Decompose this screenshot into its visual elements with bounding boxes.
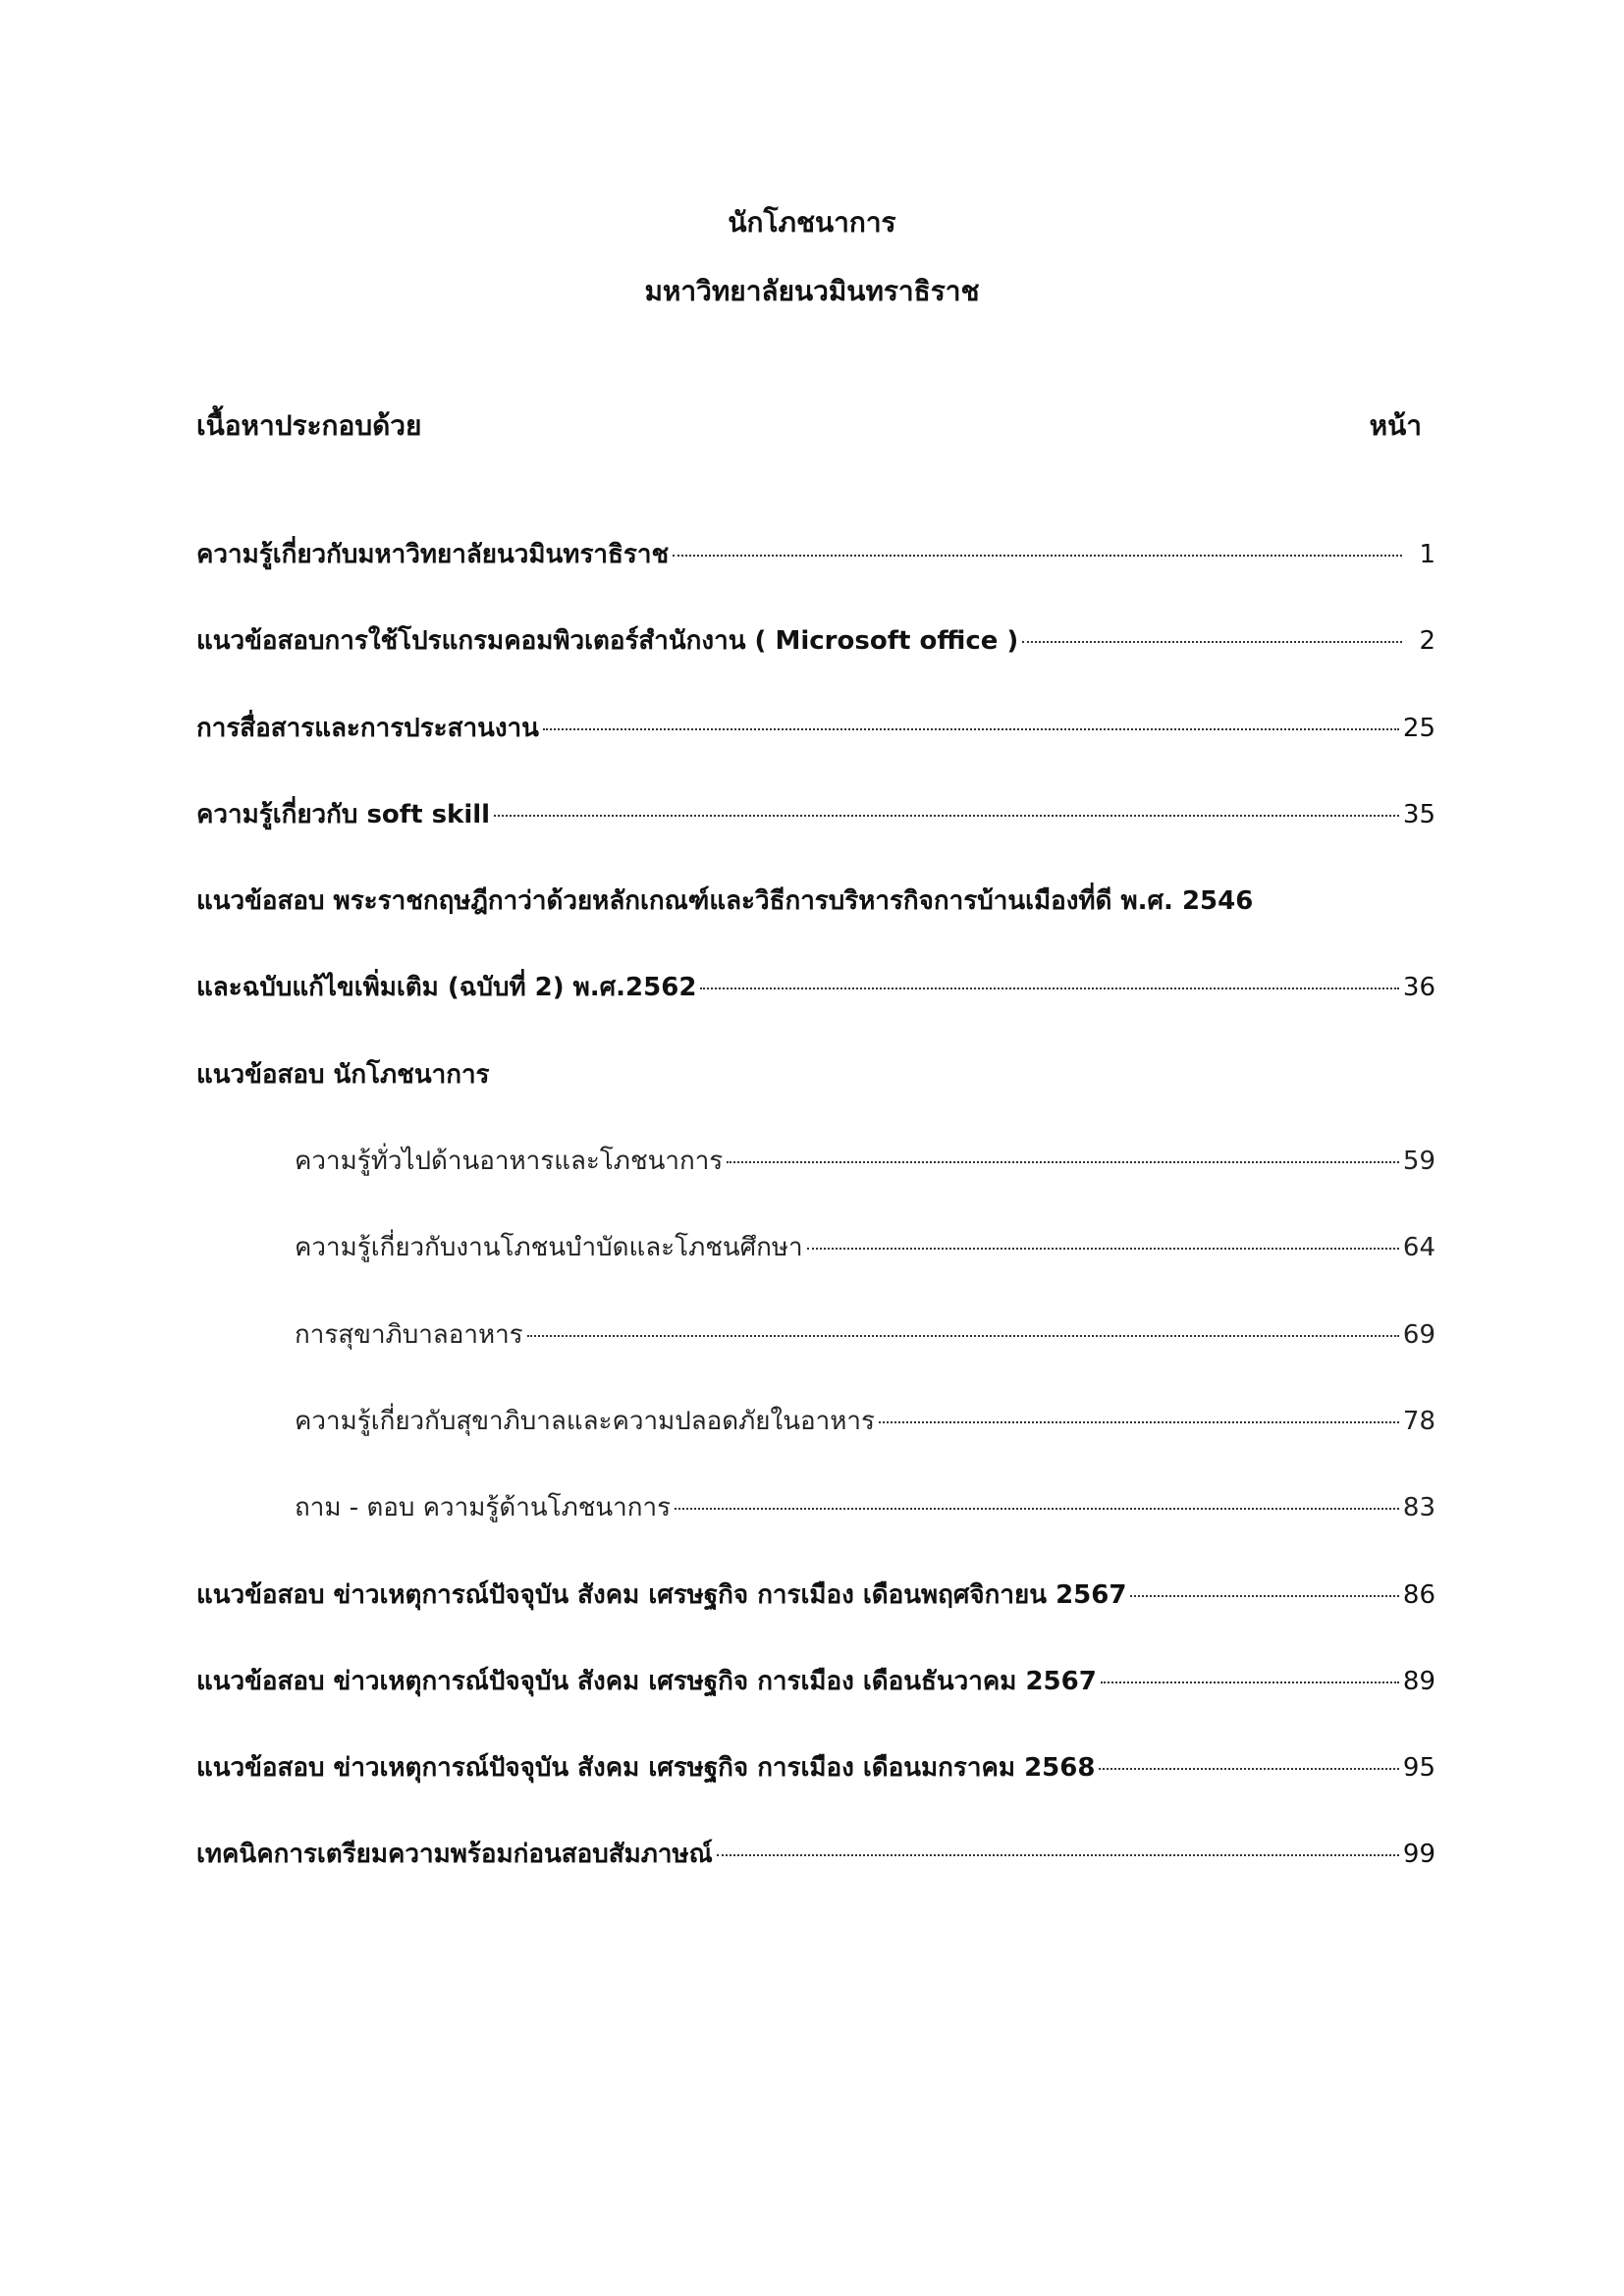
toc-entry [196, 968, 1435, 1054]
toc-page-heading: หน้า [1369, 409, 1422, 442]
toc-subentry [196, 1402, 1435, 1488]
toc-entry-page: 2 [1419, 626, 1435, 657]
toc-entry-page: 64 [1402, 1233, 1435, 1263]
leader-dots [1022, 641, 1402, 643]
toc-entry-page: 69 [1402, 1319, 1435, 1350]
toc-entry-label: แนวข้อสอบ พระราชกฤษฎีกาว่าด้วยหลักเกณฑ์และวิธีการบริหารกิจการบ้านเมืองที่ดี พ.ศ. 2546 [196, 886, 1254, 917]
table-of-contents [196, 535, 1435, 1922]
toc-entry [196, 621, 1435, 708]
toc-entry-label: ความรู้ทั่วไปด้านอาหารและโภชนาการ [295, 1147, 724, 1177]
toc-entry-page: 83 [1402, 1493, 1435, 1523]
document-subtitle: มหาวิทยาลัยนวมินทราธิราช [644, 275, 980, 307]
toc-entry-label: แนวข้อสอบการใช้โปรแกรมคอมพิวเตอร์สำนักงาน ( Microsoft office ) [196, 626, 1019, 657]
leader-dots [717, 1854, 1399, 1856]
toc-entry-page: 35 [1402, 799, 1435, 829]
toc-subentry [196, 1488, 1435, 1575]
leader-dots [1130, 1595, 1398, 1597]
leader-dots [673, 555, 1402, 557]
toc-entry-page: 89 [1402, 1666, 1435, 1696]
toc-entry-label: ความรู้เกี่ยวกับงานโภชนบำบัดและโภชนศึกษา [295, 1233, 803, 1263]
toc-entry-label: แนวข้อสอบ นักโภชนาการ [196, 1059, 490, 1090]
toc-entry-label: ความรู้เกี่ยวกับสุขาภิบาลและความปลอดภัยในอาหาร [295, 1406, 875, 1436]
leader-dots [1101, 1682, 1399, 1683]
toc-heading: เนื้อหาประกอบด้วย [196, 409, 422, 442]
toc-entry-page: 86 [1402, 1579, 1435, 1610]
leader-dots [527, 1335, 1399, 1337]
toc-entry-label: การสื่อสารและการประสานงาน [196, 713, 539, 743]
leader-dots [543, 728, 1399, 730]
toc-section-heading [196, 1055, 1435, 1142]
toc-entry [196, 709, 1435, 795]
toc-entry-label: ความรู้เกี่ยวกับ soft skill [196, 799, 491, 829]
toc-entry [196, 1662, 1435, 1748]
toc-entry [196, 535, 1435, 621]
toc-entry-label: แนวข้อสอบ ข่าวเหตุการณ์ปัจจุบัน สังคม เศรษฐกิจ การเมือง เดือนมกราคม 2568 [196, 1753, 1096, 1784]
toc-entry-label: แนวข้อสอบ ข่าวเหตุการณ์ปัจจุบัน สังคม เศรษฐกิจ การเมือง เดือนพฤศจิกายน 2567 [196, 1579, 1127, 1610]
leader-dots [807, 1248, 1399, 1250]
toc-subentry [196, 1228, 1435, 1314]
toc-entry-label: ถาม - ตอบ ความรู้ด้านโภชนาการ [295, 1493, 672, 1523]
toc-entry [196, 1575, 1435, 1662]
toc-entry-page: 36 [1402, 973, 1435, 1003]
toc-subentry [196, 1142, 1435, 1228]
toc-entry-label: การสุขาภิบาลอาหาร [295, 1319, 523, 1350]
leader-dots [1099, 1768, 1398, 1770]
toc-entry-label: และฉบับแก้ไขเพิ่มเติม (ฉบับที่ 2) พ.ศ.2562 [196, 973, 697, 1003]
toc-entry-page: 25 [1402, 713, 1435, 743]
document-title: นักโภชนาการ [728, 206, 896, 239]
toc-entry-page: 95 [1402, 1753, 1435, 1784]
leader-dots [879, 1421, 1399, 1423]
toc-entry-label: แนวข้อสอบ ข่าวเหตุการณ์ปัจจุบัน สังคม เศรษฐกิจ การเมือง เดือนธันวาคม 2567 [196, 1666, 1097, 1696]
toc-header [196, 406, 1422, 446]
toc-entry-label: เทคนิคการเตรียมความพร้อมก่อนสอบสัมภาษณ์ [196, 1840, 713, 1870]
toc-entry-page: 59 [1402, 1147, 1435, 1177]
leader-dots [700, 988, 1398, 989]
toc-entry-label: ความรู้เกี่ยวกับมหาวิทยาลัยนวมินทราธิราช [196, 540, 670, 569]
toc-subentry [196, 1315, 1435, 1402]
toc-entry [196, 1748, 1435, 1835]
toc-entry-page: 1 [1419, 540, 1435, 569]
leader-dots [494, 815, 1399, 817]
toc-entry-page: 78 [1402, 1406, 1435, 1436]
toc-entry-page: 99 [1402, 1840, 1435, 1870]
toc-entry [196, 881, 1435, 968]
toc-entry [196, 795, 1435, 881]
leader-dots [727, 1161, 1399, 1163]
toc-entry [196, 1835, 1435, 1921]
leader-dots [675, 1508, 1399, 1510]
